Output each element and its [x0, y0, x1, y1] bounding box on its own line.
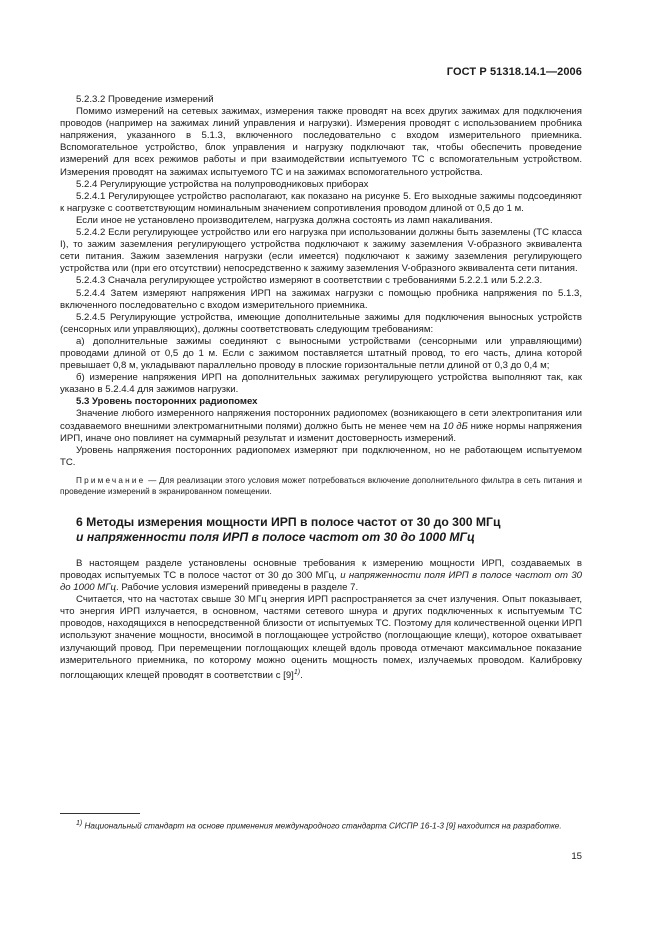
- subsection-5-3-title: 5.3 Уровень посторонних радиопомех: [76, 396, 258, 408]
- body-paragraph: Помимо измерений на сетевых зажимах, измерения также проводят на всех других зажимах для подключения проводов (например на зажимах линий управления и нагрузки). Измерения проводят с использованием пробника напряжения, указанного в 5.1.3, включенного последовательно с входом измерительного приемника. Вспомогательное устройство, блок управления и нагрузку подключают так, чтобы обеспечить проведение измерений для всех режимов работы и при взаимодействии испытуемого ТС с вспомогательным устройством. Измерения проводят на зажимах испытуемого ТС и на зажимах вспомогательного устройства.: [60, 106, 582, 178]
- body-paragraph: Если иное не установлено производителем, нагрузка должна состоять из ламп накаливания.: [76, 214, 493, 226]
- document-code-header: ГОСТ Р 51318.14.1—2006: [446, 66, 582, 78]
- page-number: 15: [571, 851, 582, 862]
- body-paragraph: 5.2.4.4 Затем измеряют напряжения ИРП на зажимах нагрузки с помощью пробника напряжения по 5.1.3, включенного последовательно с входом измерительного приемника.: [60, 287, 582, 311]
- body-paragraph: В настоящем разделе установлены основные требования к измерению мощности ИРП, создаваемых в проводах испытуемых ТС в полосе частот от 30 до 300 МГц, и напряженности поля ИРП в полосе частот от 30 до 1000 МГц. Рабочие условия измерений приведены в разделе 7.: [60, 557, 582, 594]
- body-paragraph: 5.2.4.5 Регулирующие устройства, имеющие дополнительные зажимы для подключения выносных устройств (сенсорных или управляющих), должны соответствовать следующим требованиям:: [60, 311, 582, 335]
- body-paragraph: 5.2.4.2 Если регулирующее устройство или его нагрузка при использовании должны быть заземлены (ТС класса I), то зажим заземления регулирующего устройства подключают к зажиму заземления V-образного эквивалента сети питания. Зажим заземления нагрузки (если имеется) подключают к зажиму заземления регулирующего устройства или (при его отсутствии) непосредственно к зажиму заземления V-образного эквивалента сети питания.: [60, 227, 582, 275]
- note-lead: Примечание: [76, 475, 146, 485]
- body-paragraph: Считается, что на частотах свыше 30 МГц энергия ИРП распространяется за счет излучения. Опыт показывает, что энергия ИРП излучается, в основном, частями сетевого шнура и других подключенных к испытуемым ТС проводов, находящихся в непосредственной близости от испытуемых ТС. Поэтому для количественной оценки ИРП используют значение мощности, вносимой в поглощающее устройство (поглощающие клещи), которое охватывает излучающий провод. При перемещении поглощающих клещей вдоль провода отмечают максимальное показание измерительного приемника, по которому можно оценить мощность помех, излучаемых проводом. Калибровку поглощающих клещей проводят в соответствии с $[9]^{1)}$.: [60, 594, 582, 681]
- body-paragraph: 5.2.4.3 Сначала регулирующее устройство измеряют в соответствии с требованиями 5.2.2.1 или 5.2.2.3.: [76, 275, 543, 287]
- footnote: $^{1)}$ Национальный стандарт на основе применения международного стандарта СИСПР 16-1-3 [9] находится на разработке.: [76, 820, 562, 831]
- clause-5-2-4-heading: 5.2.4 Регулирующие устройства на полупроводниковых приборах: [76, 178, 369, 190]
- clause-5-2-3-2-heading: 5.2.3.2 Проведение измерений: [76, 94, 214, 105]
- footnote-reference: 1): [293, 668, 301, 676]
- body-paragraph: 5.2.4.1 Регулирующее устройство располагают, как показано на рисунке 5. Его выходные зажимы подсоединяют к нагрузке с соответствующим номинальным значением сопротивления проводом длиной от 0,5 до 1 м.: [60, 190, 582, 214]
- footnote-divider: [60, 813, 140, 814]
- list-item-b: б) измерение напряжения ИРП на дополнительных зажимах регулирующего устройства выполняют так, как указано в 5.2.4.4 для зажимов нагрузки.: [60, 372, 582, 396]
- body-paragraph: Уровень напряжения посторонних радиопомех измеряют при подключенном, но не работающем испытуемом ТС.: [60, 444, 582, 468]
- document-body: [60, 94, 582, 682]
- note-paragraph: Примечание — Для реализации этого условия может потребоваться включение дополнительного фильтра в сеть питания и проведение измерений в экранированном помещении.: [60, 475, 582, 496]
- section-6-title: 6 Методы измерения мощности ИРП в полосе частот от 30 до 300 МГц и напряженности поля ИРП в полосе частот от 30 до 1000 МГц: [76, 514, 501, 544]
- body-paragraph: Значение любого измеренного напряжения посторонних радиопомех (возникающего в сети электропитания или создаваемого внешними электромагнитными полями) должно быть не менее чем на 10 дБ ниже нормы напряжения ИРП, иначе оно повлияет на суммарный результат и изменит достоверность измерений.: [60, 408, 582, 444]
- list-item-a: а) дополнительные зажимы соединяют с выносными устройствами (сенсорными или управляющими) проводами длиной от 0,5 до 1 м. Если с зажимом поставляется штатный провод, то его часть, длина которой превышает 0,8 м, укладывают параллельно проводу в плоские горизонтальные петли длиной от 0,3 до 0,4 м;: [60, 335, 582, 372]
